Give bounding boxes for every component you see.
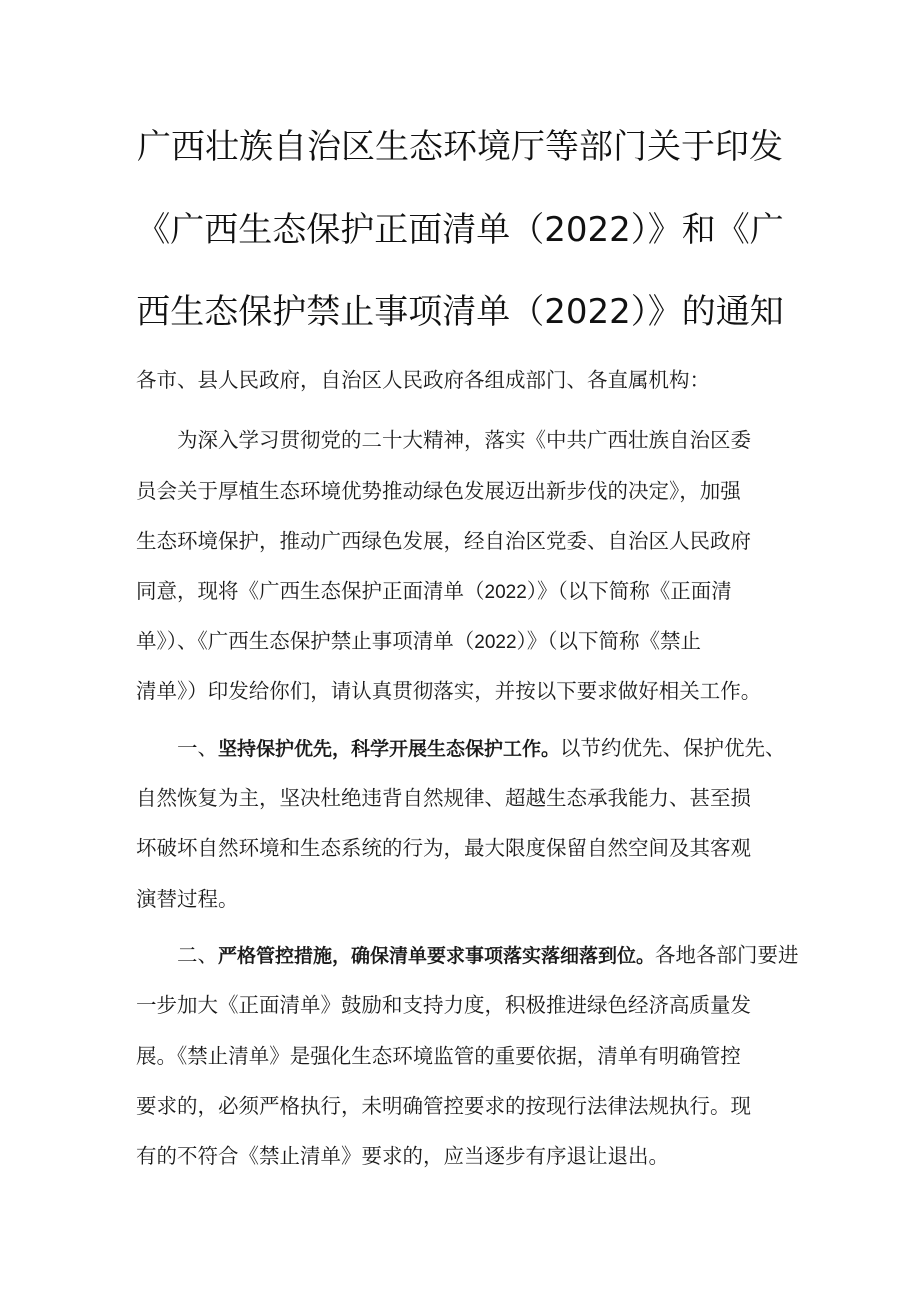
intro-line [136, 628, 796, 656]
intro-line: 清单》）印发给你们，请认真贯彻落实，并按以下要求做好相关工作。 [136, 679, 762, 703]
intro-line: 生态环境保护，推动广西绿色发展，经自治区党委、自治区人民政府 [136, 529, 751, 553]
intro-line [136, 578, 796, 606]
section-2-line: 一步加大《正面清单》鼓励和支持力度，积极推进绿色经济高质量发 [136, 993, 751, 1017]
intro-text: ）》（以下简称《正面清 [526, 579, 732, 603]
section-2-line: 有的不符合《禁止清单》要求的，应当逐步有序退让退出。 [136, 1144, 669, 1168]
section-1-line: 坏破坏自然环境和生态系统的行为，最大限度保留自然空间及其客观 [136, 836, 751, 860]
section-2-heading: 严格管控措施，确保清单要求事项落实落细落到位。 [218, 945, 656, 967]
section-1-number: 一、 [177, 736, 218, 760]
section-2-line [177, 942, 797, 969]
year-number: 2022 [484, 582, 527, 603]
section-2-text: 各地各部门要进 [655, 943, 799, 967]
section-1-heading: 坚持保护优先，科学开展生态保护工作。 [218, 738, 561, 760]
salutation: 各市、县人民政府，自治区人民政府各组成部门、各直属机构： [136, 368, 710, 392]
intro-line: 为深入学习贯彻党的二十大精神，落实《中共广西壮族自治区委 [177, 428, 751, 452]
section-2-number: 二、 [177, 943, 218, 967]
section-2-line: 展。《禁止清单》是强化生态环境监管的重要依据，清单有明确管控 [136, 1044, 741, 1068]
section-1-line: 自然恢复为主，坚决杜绝违背自然规律、超越生态承我能力、甚至损 [136, 786, 751, 810]
section-2-line: 要求的，必须严格执行，未明确管控要求的按现行法律法规执行。现 [136, 1094, 751, 1118]
section-1-line: 演替过程。 [136, 887, 239, 911]
intro-text: ）》（以下简称《禁止 [516, 629, 702, 653]
year-number: 2022 [474, 632, 517, 653]
intro-text: 同意，现将《广西生态保护正面清单（ [136, 579, 485, 603]
document-title-line-3: 西生态保护禁止事项清单（2022）》的通知 [136, 292, 784, 332]
document-title-line-2: 《广西生态保护正面清单（2022）》和《广 [136, 210, 784, 250]
document-title-line-1: 广西壮族自治区生态环境厅等部门关于印发 [137, 127, 783, 167]
intro-line: 员会关于厚植生态环境优势推动绿色发展迈出新步伐的决定》，加强 [136, 479, 741, 503]
section-1-line [177, 735, 797, 762]
intro-text: 单》）、《广西生态保护禁止事项清单（ [136, 629, 475, 653]
section-1-text: 以节约优先、保护优先、 [560, 736, 786, 760]
